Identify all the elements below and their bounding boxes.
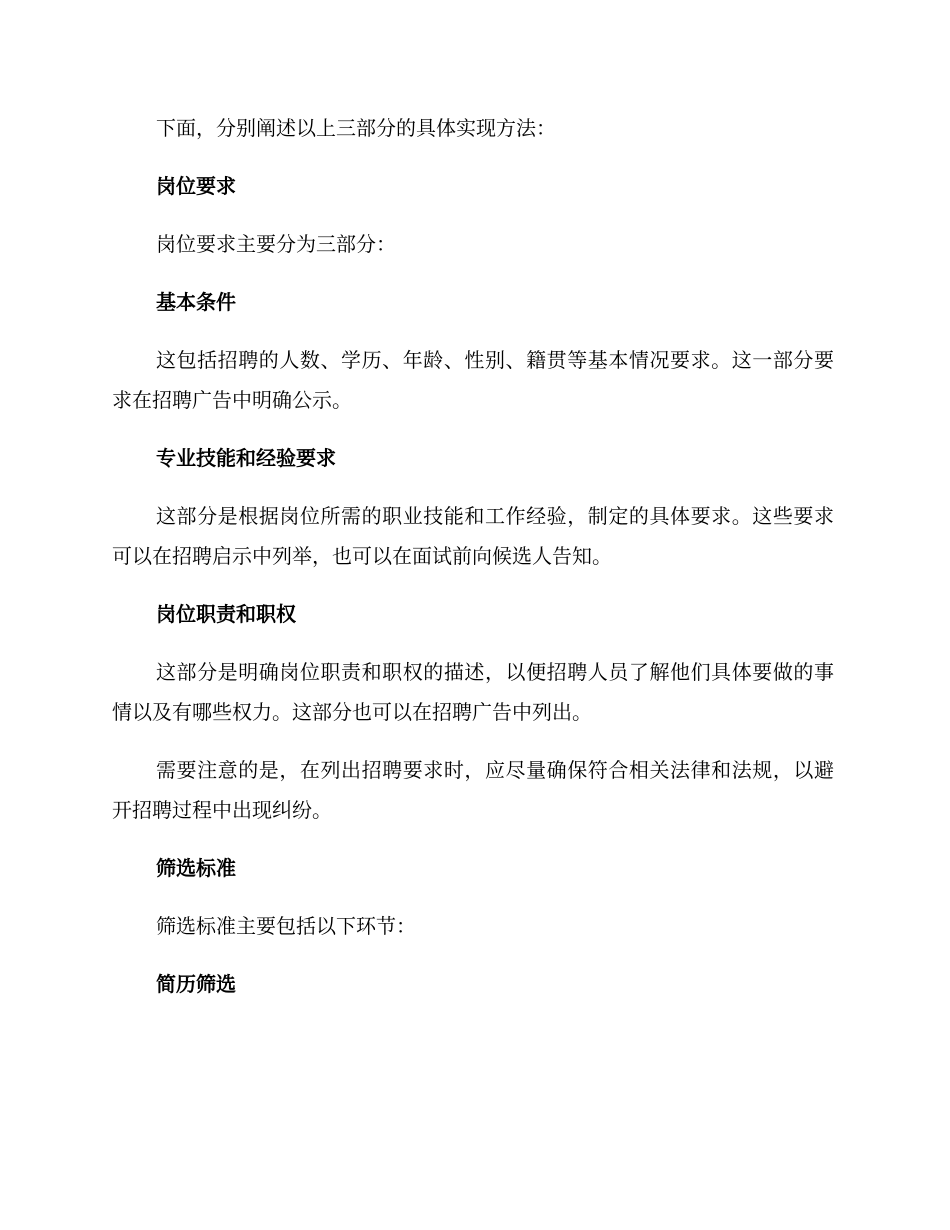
- skills-experience-paragraph: 这部分是根据岗位所需的职业技能和工作经验，制定的具体要求。这些要求可以在招聘启示中列举，也可以在面试前向候选人告知。: [112, 504, 834, 568]
- subsection-heading-skills-experience: 专业技能和经验要求: [156, 446, 336, 470]
- intro-paragraph: 下面，分别阐述以上三部分的具体实现方法：: [156, 116, 556, 140]
- duties-authority-paragraph: 这部分是明确岗位职责和职权的描述，以便招聘人员了解他们具体要做的事情以及有哪些权力。这部分也可以在招聘广告中列出。: [112, 660, 834, 724]
- screening-criteria-paragraph: 筛选标准主要包括以下环节：: [156, 914, 416, 938]
- section-heading-screening-criteria: 筛选标准: [156, 856, 236, 880]
- document-page: [112, 108, 834, 1022]
- basic-conditions-paragraph: 这包括招聘的人数、学历、年龄、性别、籍贯等基本情况要求。这一部分要求在招聘广告中明确公示。: [112, 348, 834, 412]
- legal-note-paragraph: 需要注意的是，在列出招聘要求时，应尽量确保符合相关法律和法规，以避开招聘过程中出现纠纷。: [112, 758, 834, 822]
- section-heading-job-requirements: 岗位要求: [156, 174, 236, 198]
- subsection-heading-duties-authority: 岗位职责和职权: [156, 602, 296, 626]
- subsection-heading-resume-screening: 简历筛选: [156, 972, 236, 996]
- job-requirements-paragraph: 岗位要求主要分为三部分：: [156, 232, 396, 256]
- subsection-heading-basic-conditions: 基本条件: [156, 290, 236, 314]
